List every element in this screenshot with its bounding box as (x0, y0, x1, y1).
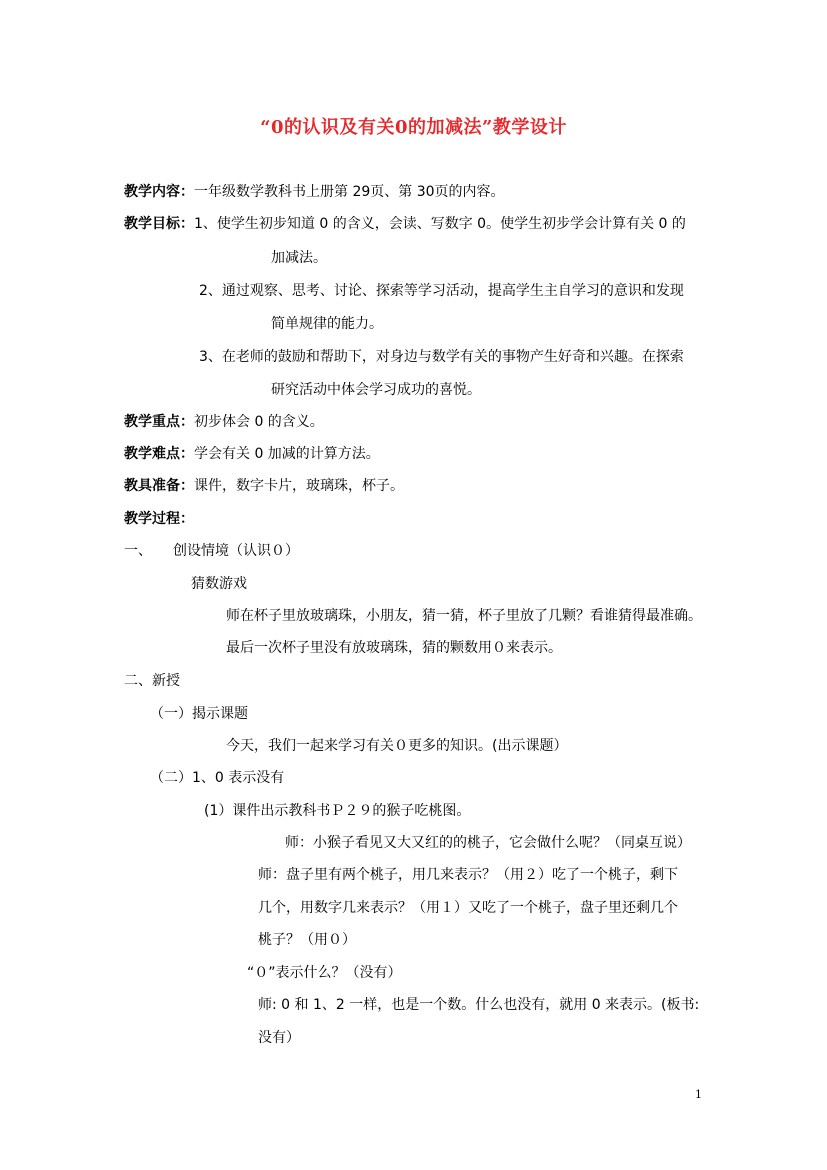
section-1-paragraph-2: 最后一次杯子里没有放玻璃珠，猜的颗数用０来表示。 (226, 640, 562, 656)
content-row (124, 182, 505, 202)
teacher-line-4b: 没有） (258, 1030, 300, 1046)
materials-label: 教具准备： (124, 478, 194, 494)
section-2-sub-1: （一）揭示课题 (150, 706, 248, 722)
key-point-text: 初步体会 0 的含义。 (194, 414, 324, 430)
section-2-item-1: (1）课件出示教科书Ｐ２９的猴子吃桃图。 (204, 803, 471, 819)
section-1-heading: 创设情境（认识０） (173, 543, 299, 559)
goal-2-line-2: 简单规律的能力。 (271, 316, 383, 332)
teacher-line-4a: 师: 0 和 1、2 一样，也是一个数。什么也没有，就用 0 来表示。(板书: (258, 997, 700, 1013)
teacher-line-2b: 几个，用数字几来表示？（用１）又吃了一个桃子，盘子里还剩几个 (258, 900, 678, 916)
goals-label: 教学目标： (124, 216, 194, 232)
teacher-line-2c: 桃子？（用０） (258, 932, 356, 948)
goal-1-line-2: 加减法。 (271, 250, 327, 266)
goal-3-line-2: 研究活动中体会学习成功的喜悦。 (271, 382, 481, 398)
section-2-sub-1-text: 今天，我们一起来学习有关０更多的知识。(出示课题） (226, 738, 568, 754)
process-label: 教学过程： (124, 511, 194, 527)
content-label: 教学内容： (124, 184, 194, 200)
key-point-row (124, 412, 324, 432)
key-point-label: 教学重点： (124, 414, 194, 430)
section-2-sub-2: （二）1、0 表示没有 (150, 770, 285, 786)
teacher-line-3: “０”表示什么？（没有） (247, 965, 402, 981)
difficulty-text: 学会有关 0 加减的计算方法。 (194, 446, 380, 462)
materials-row (124, 476, 404, 496)
teacher-line-1: 师：小猴子看见又大又红的的桃子，它会做什么呢？（同桌互说） (285, 835, 691, 851)
goal-3-line-1: 3、在老师的鼓励和帮助下，对身边与数学有关的事物产生好奇和兴趣。在探索 (199, 349, 684, 365)
section-2-heading: 二、新授 (124, 673, 180, 689)
section-1-number: 一、 (124, 543, 152, 559)
page-number: 1 (695, 1088, 702, 1101)
teacher-line-2a: 师：盘子里有两个桃子，用几来表示？（用２）吃了一个桃子，剩下 (258, 867, 678, 883)
document-title: “0的认识及有关0的加减法”教学设计 (260, 117, 567, 138)
materials-text: 课件，数字卡片，玻璃珠，杯子。 (194, 478, 404, 494)
difficulty-row (124, 444, 380, 464)
goals-row (124, 214, 686, 234)
goal-2-line-1: 2、通过观察、思考、讨论、探索等学习活动，提高学生主自学习的意识和发现 (199, 283, 684, 299)
section-1-game: 猜数游戏 (191, 576, 247, 592)
section-1-paragraph-1: 师在杯子里放玻璃珠，小朋友，猜一猜，杯子里放了几颗？看谁猜得最准确。 (226, 608, 702, 624)
content-text: 一年级数学教科书上册第 29页、第 30页的内容。 (194, 184, 505, 200)
goal-1-line-1: 1、使学生初步知道 0 的含义，会读、写数字 0。使学生初步学会计算有关 0 的 (194, 216, 686, 232)
difficulty-label: 教学难点： (124, 446, 194, 462)
